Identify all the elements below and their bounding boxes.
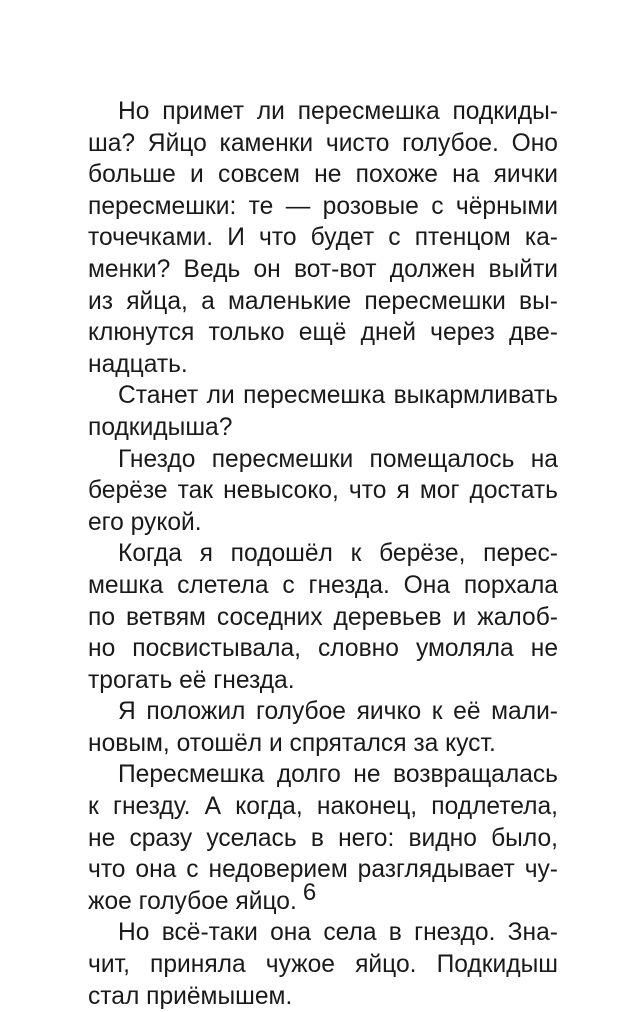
text-line: надцать.: [88, 350, 188, 378]
text-line: к гнезду. А когда, наконец, подлетела,: [88, 793, 558, 821]
text-line: менки? Ведь он вот-вот должен выйти: [88, 255, 558, 283]
text-line: его рукой.: [88, 508, 202, 536]
paragraph: [88, 917, 558, 1012]
paragraph: [88, 538, 558, 696]
text-line: берёзе так невысоко, что я мог достать: [88, 477, 558, 505]
text-line: Пересмешка долго не возвращалась: [118, 761, 558, 789]
text-line: по ветвям соседних деревьев и жалоб-: [88, 603, 558, 631]
paragraph: [88, 380, 558, 443]
text-line: но посвистывала, словно умоляла не: [88, 635, 558, 663]
text-line: трогать её гнезда.: [88, 666, 295, 694]
text-line: жое голубое яйцо.: [88, 887, 297, 915]
text-line: не сразу уселась в него: видно было,: [88, 824, 558, 852]
text-line: клюнутся только ещё дней через две-: [88, 319, 558, 347]
text-line: чит, приняла чужое яйцо. Подкидыш: [88, 951, 558, 979]
text-line: Я положил голубое яичко к её мали-: [118, 698, 558, 726]
text-line: подкидыша?: [88, 413, 233, 441]
paragraph: [88, 96, 558, 380]
text-line: мешка слетела с гнезда. Она порхала: [88, 571, 558, 599]
text-line: пересмешки: те — розовые с чёрными: [88, 192, 558, 220]
paragraph: [88, 444, 558, 539]
page-number: 6: [302, 879, 317, 906]
text-line: Но всё-таки она села в гнездо. Зна-: [118, 919, 558, 947]
text-line: Когда я подошёл к берёзе, перес-: [118, 540, 558, 568]
text-line: ша? Яйцо каменки чисто голубое. Оно: [88, 129, 558, 157]
body-text: [88, 96, 558, 1012]
text-line: что она с недоверием разглядывает чу-: [88, 856, 558, 884]
text-line: Но примет ли пересмешка подкиды-: [118, 98, 558, 125]
text-line: точечками. И что будет с птенцом ка-: [88, 224, 558, 252]
text-line: больше и совсем не похоже на яички: [88, 161, 558, 189]
text-line: новым, отошёл и спрятался за куст.: [88, 729, 496, 757]
text-line: Станет ли пересмешка выкармливать: [118, 382, 558, 410]
text-line: Гнездо пересмешки помещалось на: [118, 445, 558, 473]
text-line: стал приёмышем.: [88, 982, 293, 1010]
text-line: из яйца, а маленькие пересмешки вы-: [88, 287, 558, 315]
paragraph: [88, 696, 558, 759]
